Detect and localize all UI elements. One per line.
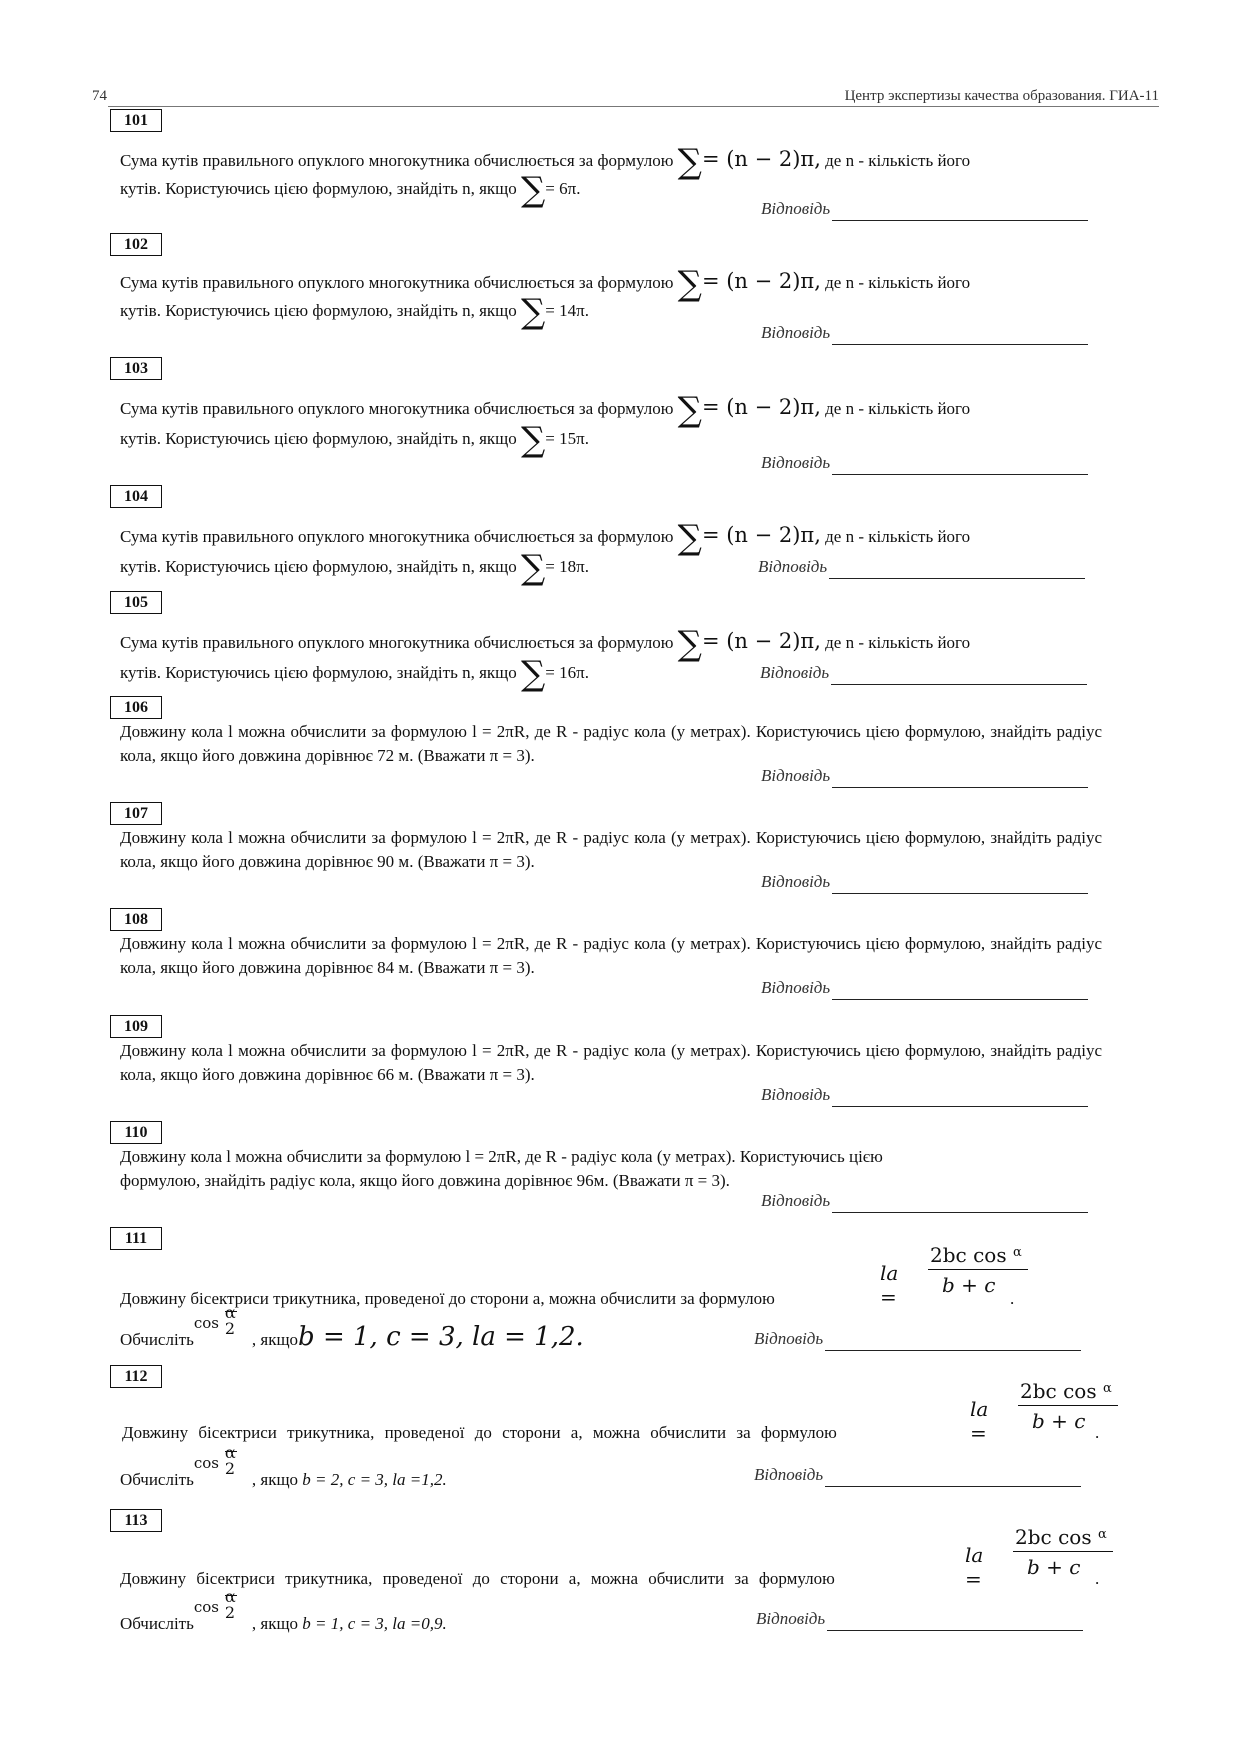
task-number: 109 xyxy=(110,1015,162,1038)
formula-tail: . xyxy=(1095,1423,1100,1442)
task-question: кутів. Користуючись цією формулою, знайдіть n, якщо xyxy=(120,429,517,448)
sigma-icon: ∑ xyxy=(677,264,702,304)
sigma-icon: ∑ xyxy=(677,624,702,664)
task-113: 113 la = 2bc cos $^\alpha$ b + c Довжину бісектриси трикутника, проведеної до сторони a, можна обчислити за формулою . Обчисліть cos α 2 , якщо b = 1, c = 3, la =0,9. Відповідь xyxy=(120,1509,1102,1639)
task-intro: Сума кутів правильного опуклого многокутника обчислюється за формулою xyxy=(120,633,674,652)
task-103 xyxy=(120,357,1102,472)
answer-blank[interactable] xyxy=(832,981,1088,1000)
answer-blank[interactable] xyxy=(829,560,1085,579)
task-value: = 15π. xyxy=(545,429,589,448)
answer-blank[interactable] xyxy=(825,1468,1081,1487)
sigma-icon: ∑ xyxy=(521,654,546,694)
answer-blank[interactable] xyxy=(832,1194,1088,1213)
answer-field[interactable] xyxy=(760,661,1087,685)
answer-label: Відповідь xyxy=(761,872,831,891)
answer-label: Відповідь xyxy=(761,453,831,472)
answer-field[interactable] xyxy=(758,555,1085,579)
task-calc: Обчисліть xyxy=(120,1614,194,1633)
task-number: 103 xyxy=(110,357,162,380)
task-value: = 16π. xyxy=(545,663,589,682)
task-number: 102 xyxy=(110,233,162,256)
answer-field[interactable] xyxy=(761,321,1088,345)
task-after: де n - кількість його xyxy=(825,399,971,418)
task-112: 112 la = 2bc cos $^\alpha$ b + c Довжину бісектриси трикутника, проведеної до сторони a, можна обчислити за формулою . Обчисліть cos α 2 , якщо b = 2, c = 3, la =1,2. Відповідь xyxy=(120,1365,1102,1495)
cos-half-alpha: cos α 2 xyxy=(193,1587,236,1622)
answer-label: Відповідь xyxy=(754,1329,824,1348)
sigma-icon: ∑ xyxy=(521,548,546,588)
answer-blank[interactable] xyxy=(832,202,1088,221)
task-question: кутів. Користуючись цією формулою, знайдіть n, якщо xyxy=(120,663,517,682)
task-text: Довжину кола l можна обчислити за формулою l = 2πR, де R - радіус кола (у метрах). Користуючись цією формулою, знайдіть радіус кола, якщо його довжина дорівнює 72 м. (Вважати π = 3). xyxy=(120,722,1102,765)
task-110 xyxy=(120,1121,1102,1221)
sigma-icon: ∑ xyxy=(677,390,702,430)
task-text: Довжину кола l можна обчислити за формулою l = 2πR, де R - радіус кола (у метрах). Користуючись цією формулою, знайдіть радіус кола, якщо його довжина дорівнює 90 м. (Вважати π = 3). xyxy=(120,828,1102,871)
task-number: 107 xyxy=(110,802,162,825)
answer-blank[interactable] xyxy=(832,326,1088,345)
answer-blank[interactable] xyxy=(832,1088,1088,1107)
answer-field[interactable] xyxy=(754,1327,1081,1351)
task-value: = 6π. xyxy=(545,179,581,198)
task-intro: Довжину бісектриси трикутника, проведеної до сторони a, можна обчислити за формулою xyxy=(120,1289,775,1308)
task-intro: Сума кутів правильного опуклого многокутника обчислюється за формулою xyxy=(120,151,674,170)
cos-half-alpha: cos α 2 xyxy=(193,1303,236,1338)
header-rule xyxy=(108,106,1159,107)
answer-blank[interactable] xyxy=(831,666,1087,685)
answer-field[interactable] xyxy=(761,764,1088,788)
task-after: де n - кількість його xyxy=(825,633,971,652)
condition: b = 2, c = 3, la =1,2. xyxy=(302,1470,447,1489)
page-number: 74 xyxy=(92,88,107,104)
answer-field[interactable] xyxy=(761,870,1088,894)
answer-label: Відповідь xyxy=(761,1085,831,1104)
task-question: кутів. Користуючись цією формулою, знайдіть n, якщо xyxy=(120,301,517,320)
answer-blank[interactable] xyxy=(832,769,1088,788)
answer-blank[interactable] xyxy=(832,875,1088,894)
answer-label: Відповідь xyxy=(761,1191,831,1210)
task-109 xyxy=(120,1015,1102,1115)
task-after: де n - кількість його xyxy=(825,151,971,170)
task-105 xyxy=(120,591,1102,694)
answer-label: Відповідь xyxy=(761,199,831,218)
answer-label: Відповідь xyxy=(754,1465,824,1484)
task-text-line1: Довжину кола l можна обчислити за формулою l = 2πR, де R - радіус кола (у метрах). Користуючись цією xyxy=(120,1147,883,1166)
task-106 xyxy=(120,696,1102,796)
task-102 xyxy=(120,233,1102,343)
answer-field[interactable] xyxy=(761,451,1088,475)
formula: = (n − 2)π, xyxy=(701,147,821,171)
formula: = (n − 2)π, xyxy=(701,523,821,547)
answer-field[interactable] xyxy=(756,1607,1083,1631)
task-after: де n - кількість його xyxy=(825,527,971,546)
task-intro: Сума кутів правильного опуклого многокутника обчислюється за формулою xyxy=(120,273,674,292)
task-intro: Сума кутів правильного опуклого многокутника обчислюється за формулою xyxy=(120,527,674,546)
task-intro: Довжину бісектриси трикутника, проведеної до сторони a, можна обчислити за формулою xyxy=(120,1569,835,1588)
answer-label: Відповідь xyxy=(761,766,831,785)
task-number: 108 xyxy=(110,908,162,931)
answer-field[interactable] xyxy=(761,197,1088,221)
task-text-line2: формулою, знайдіть радіус кола, якщо його довжина дорівнює 96м. (Вважати π = 3). xyxy=(120,1171,730,1190)
answer-label: Відповідь xyxy=(756,1609,826,1628)
task-number: 106 xyxy=(110,696,162,719)
formula: = (n − 2)π, xyxy=(701,269,821,293)
condition: b = 1, c = 3, la = 1,2. xyxy=(298,1322,584,1352)
task-after: де n - кількість його xyxy=(825,273,971,292)
task-calc: Обчисліть xyxy=(120,1470,194,1489)
task-text: Довжину кола l можна обчислити за формулою l = 2πR, де R - радіус кола (у метрах). Користуючись цією формулою, знайдіть радіус кола, якщо його довжина дорівнює 84 м. (Вважати π = 3). xyxy=(120,934,1102,977)
answer-blank[interactable] xyxy=(832,456,1088,475)
task-107 xyxy=(120,802,1102,902)
condition: b = 1, c = 3, la =0,9. xyxy=(302,1614,447,1633)
formula: = (n − 2)π, xyxy=(701,395,821,419)
sigma-icon: ∑ xyxy=(677,518,702,558)
sigma-icon: ∑ xyxy=(521,292,546,332)
task-108 xyxy=(120,908,1102,1008)
answer-blank[interactable] xyxy=(827,1612,1083,1631)
task-number: 101 xyxy=(110,109,162,132)
header-source: Центр экспертизы качества образования. ГИА-11 xyxy=(844,88,1159,104)
formula-tail: . xyxy=(1010,1289,1015,1308)
answer-label: Відповідь xyxy=(758,557,828,576)
task-value: = 18π. xyxy=(545,557,589,576)
task-number: 112 xyxy=(110,1365,162,1388)
answer-field[interactable] xyxy=(761,976,1088,1000)
answer-label: Відповідь xyxy=(760,663,830,682)
task-question: кутів. Користуючись цією формулою, знайдіть n, якщо xyxy=(120,179,517,198)
sigma-icon: ∑ xyxy=(677,142,702,182)
task-111: 111 la = 2bc cos $^\alpha$ b + c Довжину бісектриси трикутника, проведеної до сторони a, можна обчислити за формулою . Обчисліть cos α 2 , якщоb = 1, c = 3, la = 1,2. Відповідь xyxy=(120,1227,1102,1357)
task-question: кутів. Користуючись цією формулою, знайдіть n, якщо xyxy=(120,557,517,576)
cos-half-alpha: cos α 2 xyxy=(193,1443,236,1478)
answer-label: Відповідь xyxy=(761,323,831,342)
task-number: 111 xyxy=(110,1227,162,1250)
task-value: = 14π. xyxy=(545,301,589,320)
task-calc: Обчисліть xyxy=(120,1330,194,1349)
answer-label: Відповідь xyxy=(761,978,831,997)
answer-field[interactable] xyxy=(761,1189,1088,1213)
task-101 xyxy=(120,109,1102,219)
task-104 xyxy=(120,485,1102,588)
formula-tail: . xyxy=(1095,1569,1100,1588)
task-number: 113 xyxy=(110,1509,162,1532)
task-number: 105 xyxy=(110,591,162,614)
task-text: Довжину кола l можна обчислити за формулою l = 2πR, де R - радіус кола (у метрах). Користуючись цією формулою, знайдіть радіус кола, якщо його довжина дорівнює 66 м. (Вважати π = 3). xyxy=(120,1041,1102,1084)
task-number: 110 xyxy=(110,1121,162,1144)
task-intro: Довжину бісектриси трикутника, проведеної до сторони a, можна обчислити за формулою xyxy=(122,1423,837,1442)
answer-blank[interactable] xyxy=(825,1332,1081,1351)
answer-field[interactable] xyxy=(754,1463,1081,1487)
sigma-icon: ∑ xyxy=(521,170,546,210)
answer-field[interactable] xyxy=(761,1083,1088,1107)
formula: = (n − 2)π, xyxy=(701,629,821,653)
task-intro: Сума кутів правильного опуклого многокутника обчислюється за формулою xyxy=(120,399,674,418)
sigma-icon: ∑ xyxy=(521,420,546,460)
task-number: 104 xyxy=(110,485,162,508)
